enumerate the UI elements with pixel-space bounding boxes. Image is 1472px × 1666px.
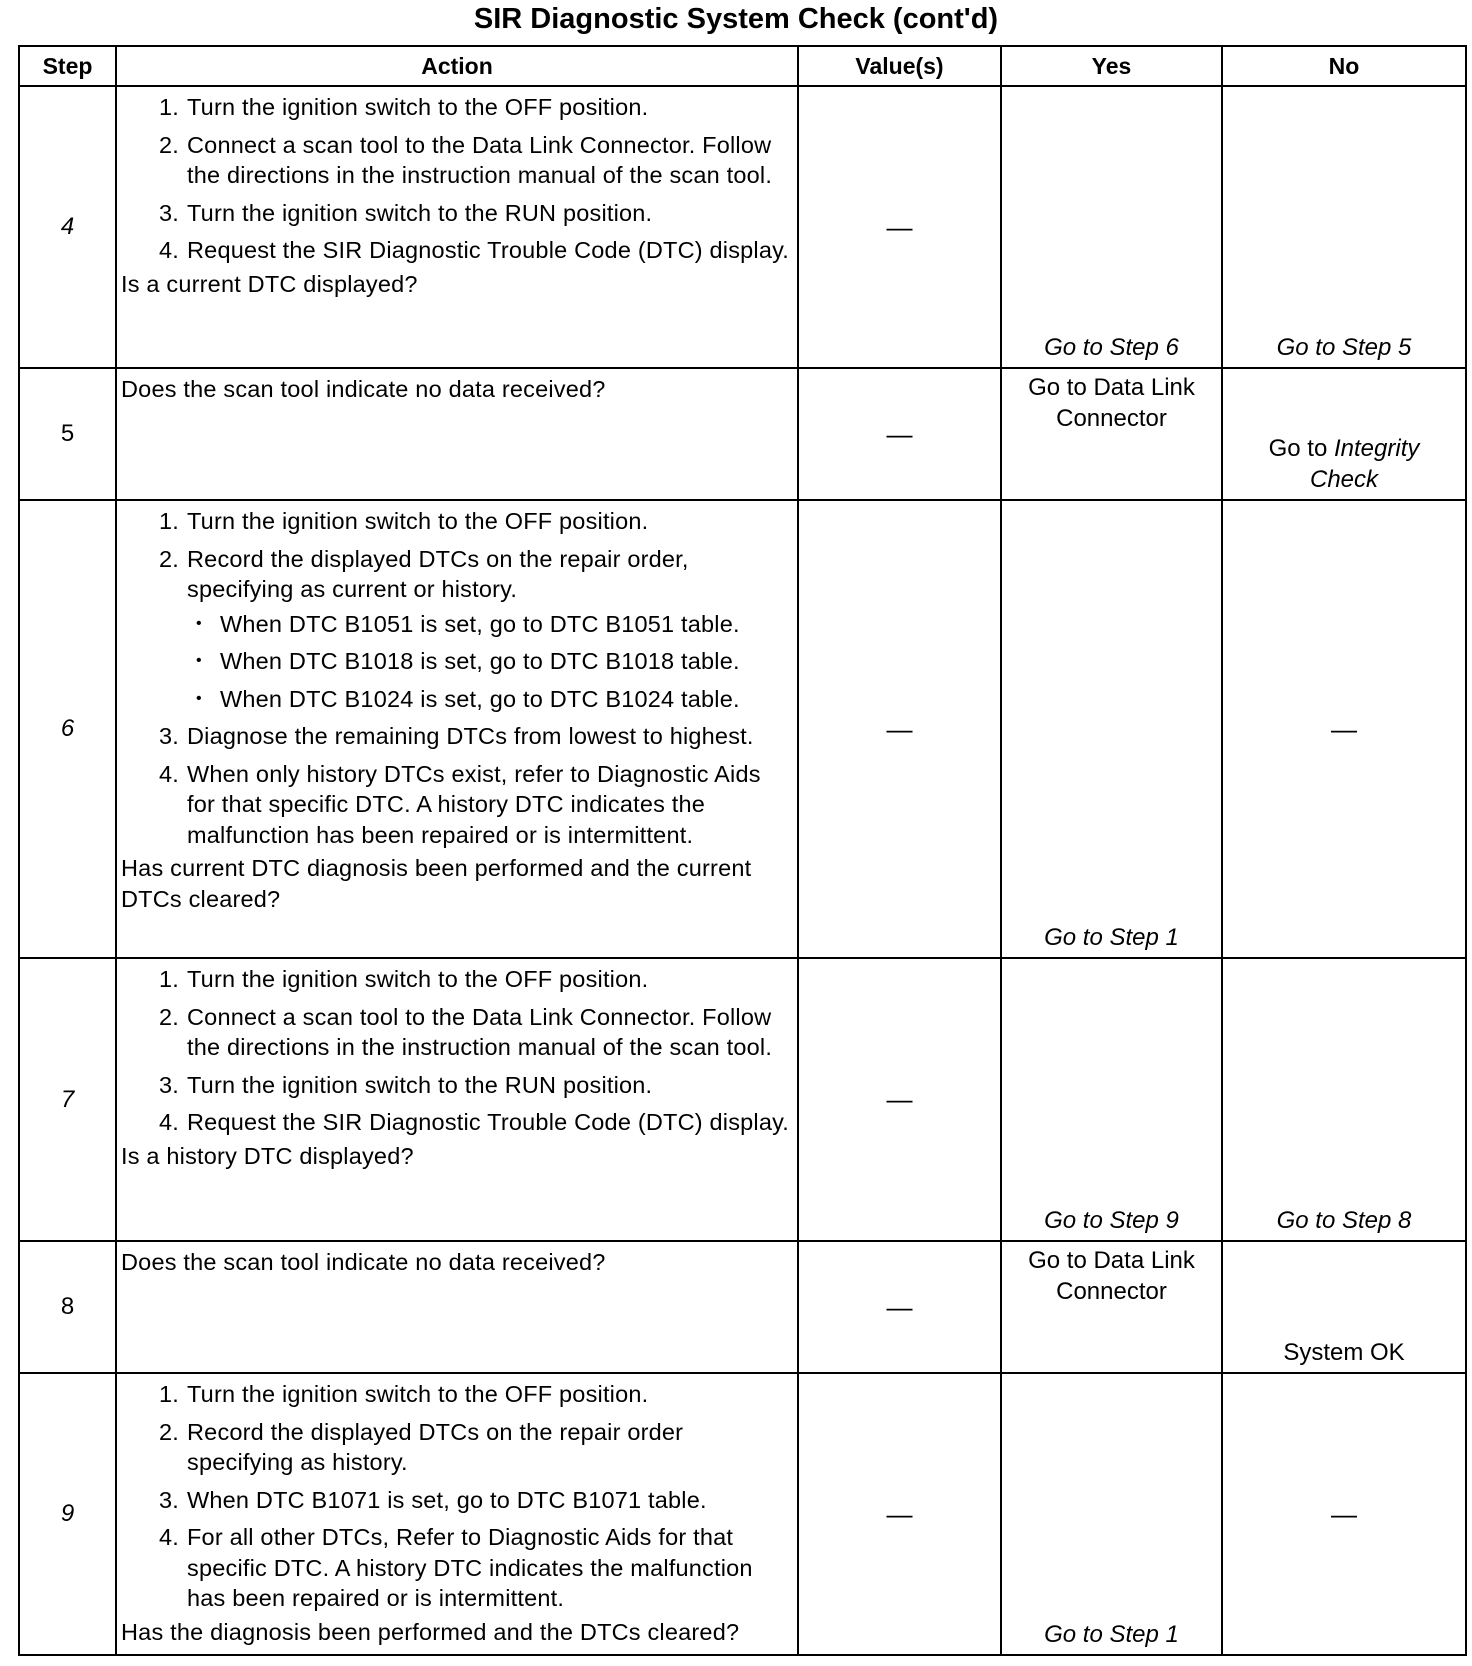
no-result: Go to Step 5 [1276,333,1412,361]
value-cell: — [798,86,1001,368]
yes-result: Go to Data Link Connector [1028,1247,1195,1305]
value-cell: — [798,1373,1001,1655]
value-cell: — [798,500,1001,958]
bullet-item: • When DTC B1024 is set, go to DTC B1024 table. [187,684,791,715]
action-item: 2. Record the displayed DTCs on the repair order specifying as history. [159,1418,684,1475]
header-values: Value(s) [798,46,1001,86]
action-item: 3. Turn the ignition switch to the RUN position. [159,199,653,226]
table-row [19,1241,1466,1373]
header-step: Step [19,46,116,86]
action-item: 1. Turn the ignition switch to the OFF position. [159,1381,649,1407]
action-item: 4. When only history DTCs exist, refer to Diagnostic Aids for that specific DTC. A history DTC indicates the malfunction has been repaired or is intermittent. [159,760,761,848]
action-item: 4. Request the SIR Diagnostic Trouble Code (DTC) display. [159,237,790,263]
action-item: 3. Turn the ignition switch to the RUN position. [159,1071,653,1098]
action-question: Does the scan tool indicate no data received? [121,376,606,402]
header-action: Action [116,46,798,86]
action-item: 4. For all other DTCs, Refer to Diagnostic Aids for that specific DTC. A history DTC indicates the malfunction has been repaired or is intermittent. [159,1524,753,1611]
table-row [19,368,1466,500]
action-question: Is a current DTC displayed? [121,270,418,297]
bullet-item: • When DTC B1051 is set, go to DTC B1051 table. [187,609,791,640]
no-result: System OK [1283,1338,1405,1366]
action-item: 1. Turn the ignition switch to the OFF position. [159,94,649,120]
step-number: 4 [19,86,116,368]
action-item: 4. Request the SIR Diagnostic Trouble Code (DTC) display. [159,1109,790,1135]
step-number: 5 [19,368,116,500]
action-question: Has current DTC diagnosis been performed and the current DTCs cleared? [121,855,752,912]
yes-result: Go to Step 1 [1044,1620,1179,1648]
no-result: Go to Step 8 [1276,1206,1412,1234]
value-cell: — [798,1241,1001,1373]
table-row [19,500,1466,958]
yes-cell [1001,958,1222,1241]
diagnostic-table [18,45,1467,1656]
no-result: Go to Integrity Check [1268,435,1420,493]
table-row [19,86,1466,368]
action-cell [116,1241,798,1373]
yes-result: Go to Step 6 [1044,333,1179,361]
yes-cell [1001,1241,1222,1373]
no-cell [1222,1241,1466,1373]
header-no: No [1222,46,1466,86]
action-item: 1. Turn the ignition switch to the OFF position. [159,508,649,534]
action-cell [116,500,798,958]
yes-cell [1001,1373,1222,1655]
no-cell: — [1222,500,1466,958]
action-item: 2. Connect a scan tool to the Data Link Connector. Follow the directions in the instruction manual of the scan tool. [159,1003,773,1060]
table-row [19,1373,1466,1655]
no-cell [1222,86,1466,368]
no-cell: — [1222,1373,1466,1655]
no-cell [1222,958,1466,1241]
bullet-item: • When DTC B1018 is set, go to DTC B1018 table. [187,646,791,677]
step-number: 6 [19,500,116,958]
action-cell [116,1373,798,1655]
page-title: SIR Diagnostic System Check (cont'd) [473,3,999,35]
action-question: Does the scan tool indicate no data received? [121,1249,606,1275]
action-item: 3. When DTC B1071 is set, go to DTC B1071 table. [159,1486,707,1513]
value-cell: — [798,958,1001,1241]
step-number: 7 [19,958,116,1241]
yes-result: Go to Data Link Connector [1028,374,1195,432]
action-question: Has the diagnosis been performed and the DTCs cleared? [121,1618,740,1645]
action-cell [116,958,798,1241]
step-number: 8 [19,1241,116,1373]
yes-cell [1001,500,1222,958]
action-item: 3. Diagnose the remaining DTCs from lowest to highest. [159,723,754,749]
action-cell [116,86,798,368]
header-yes: Yes [1001,46,1222,86]
yes-cell [1001,368,1222,500]
yes-cell [1001,86,1222,368]
action-question: Is a history DTC displayed? [121,1142,414,1169]
no-cell [1222,368,1466,500]
step-number: 9 [19,1373,116,1655]
action-item: 2. Record the displayed DTCs on the repair order, specifying as current or history. • When DTC B1051 is set, go to DTC B1051 table. • When DTC B1018 is set, go to DTC B1018 table. • When DTC B1024 is set, go to DTC B1024 table. [121,544,791,715]
header-row [19,46,1466,86]
action-item: 2. Connect a scan tool to the Data Link Connector. Follow the directions in the instruction manual of the scan tool. [159,131,773,188]
action-item: 1. Turn the ignition switch to the OFF position. [159,966,649,992]
yes-result: Go to Step 9 [1044,1206,1179,1234]
yes-result: Go to Step 1 [1044,923,1179,951]
value-cell: — [798,368,1001,500]
table-row [19,958,1466,1241]
action-cell [116,368,798,500]
